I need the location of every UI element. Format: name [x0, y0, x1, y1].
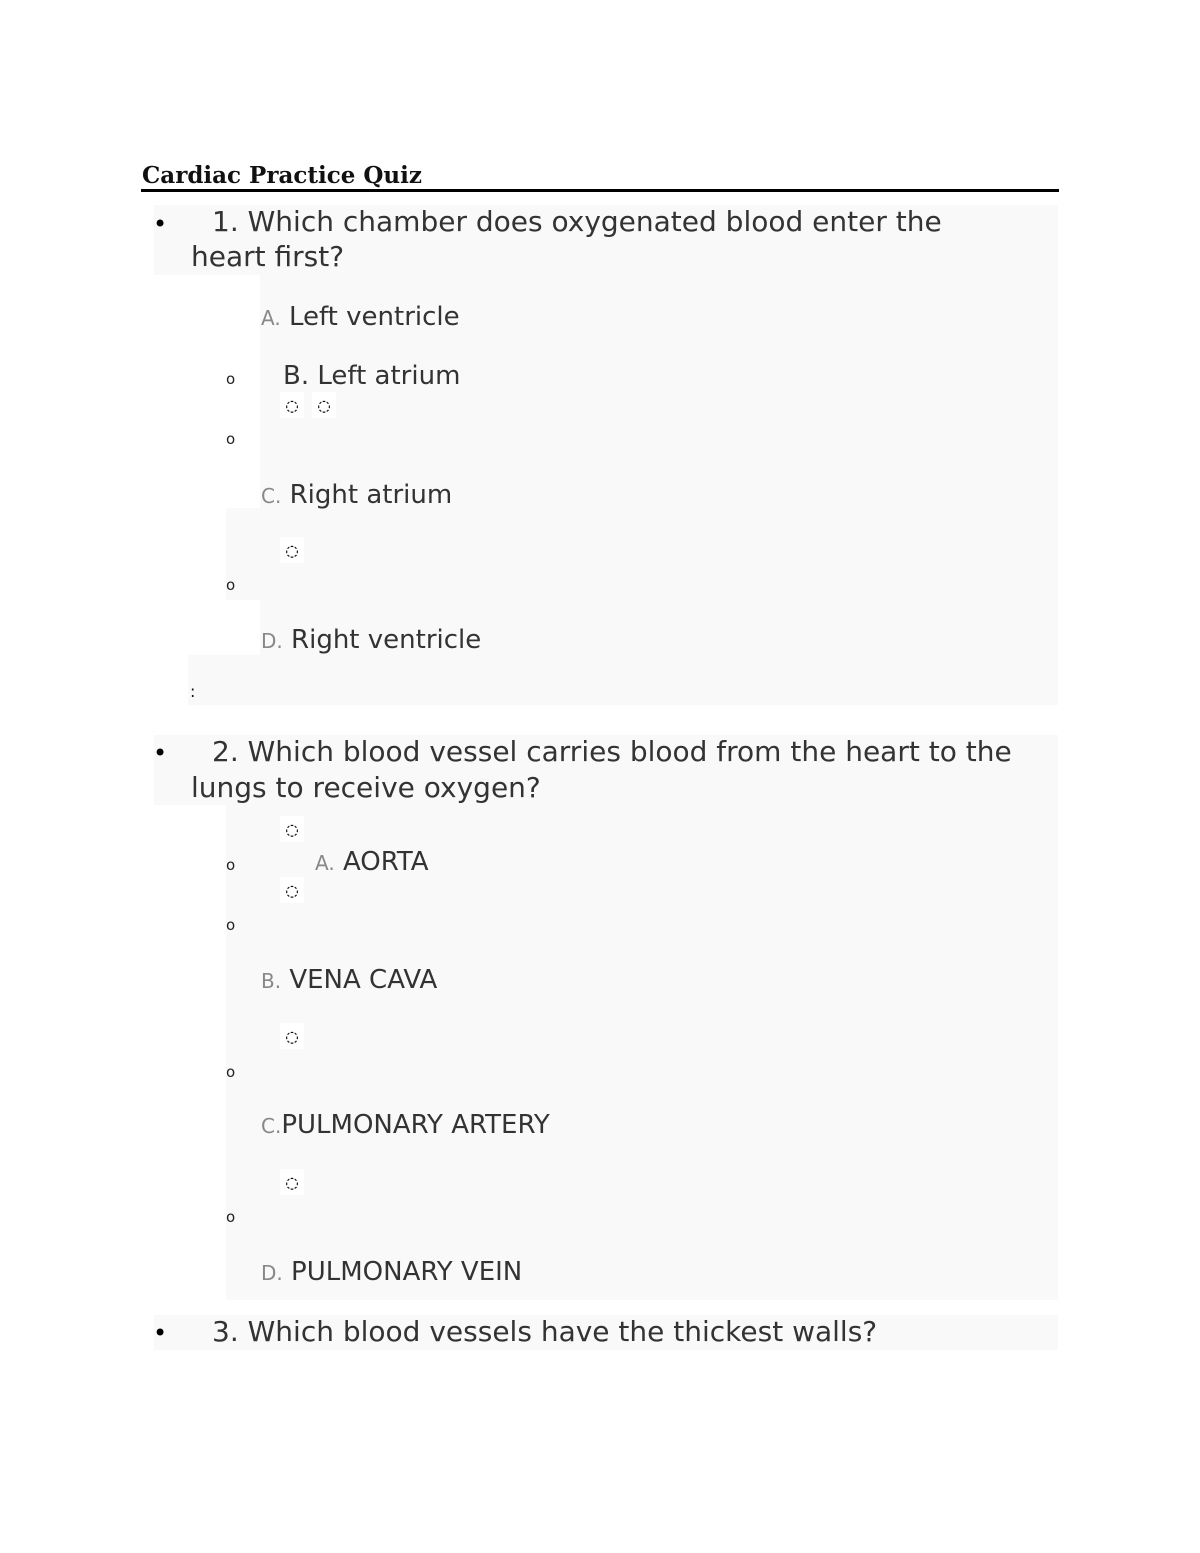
option-2a[interactable]	[315, 847, 429, 878]
placeholder-glyph: ◌	[280, 816, 304, 842]
option-letter: D.	[261, 629, 283, 653]
option-letter: B.	[261, 969, 282, 993]
option-1c[interactable]	[261, 480, 452, 511]
option-letter: A.	[261, 306, 281, 330]
option-letter: A.	[315, 851, 335, 875]
option-text: AORTA	[342, 847, 429, 877]
bullet-dot: •	[153, 1319, 168, 1347]
option-letter: D.	[261, 1261, 283, 1285]
option-2d[interactable]	[261, 1257, 522, 1288]
title-underline	[141, 189, 1059, 192]
question-3-text: 3. Which blood vessels have the thickest walls?	[212, 1315, 878, 1348]
placeholder-glyph: ◌	[280, 1169, 304, 1195]
circle-bullet: o	[226, 916, 236, 934]
placeholder-glyph: ◌	[280, 537, 304, 563]
circle-bullet: o	[226, 370, 236, 388]
option-text: Left atrium	[317, 361, 461, 391]
option-text: PULMONARY VEIN	[291, 1257, 523, 1287]
question-2-options-region	[226, 805, 1058, 1300]
option-2c[interactable]	[261, 1110, 550, 1141]
option-text: Right ventricle	[291, 625, 482, 655]
colon-region	[188, 655, 260, 705]
option-letter: B.	[283, 361, 310, 391]
question-2-text: 2. Which blood vessel carries blood from the heart to the	[212, 735, 1012, 768]
page-title: Cardiac Practice Quiz	[142, 162, 422, 189]
colon-mark: :	[190, 682, 196, 701]
placeholder-glyph: ◌	[280, 877, 304, 903]
placeholder-glyph: ◌	[312, 392, 336, 418]
option-text: Right atrium	[289, 480, 453, 510]
placeholder-glyph: ◌	[280, 392, 304, 418]
circle-bullet: o	[226, 576, 236, 594]
bullet-dot: •	[153, 210, 168, 238]
option-letter: C.	[261, 484, 282, 508]
bullet-dot: •	[153, 739, 168, 767]
circle-bullet: o	[226, 856, 236, 874]
option-1a[interactable]	[261, 302, 460, 333]
option-1d[interactable]	[261, 625, 481, 656]
circle-bullet: o	[226, 1208, 236, 1226]
option-2b[interactable]	[261, 965, 437, 996]
question-1-text: 1. Which chamber does oxygenated blood enter the	[212, 205, 942, 238]
option-letter: C.	[261, 1114, 282, 1138]
placeholder-glyph: ◌	[280, 1023, 304, 1049]
option-text: PULMONARY ARTERY	[281, 1110, 550, 1140]
option-text: Left ventricle	[288, 302, 460, 332]
option-1b[interactable]	[283, 361, 460, 391]
circle-bullet: o	[226, 1063, 236, 1081]
question-1-continuation: heart first?	[191, 240, 345, 273]
circle-bullet: o	[226, 430, 236, 448]
option-text: VENA CAVA	[289, 965, 438, 995]
question-2-continuation: lungs to receive oxygen?	[191, 771, 541, 804]
